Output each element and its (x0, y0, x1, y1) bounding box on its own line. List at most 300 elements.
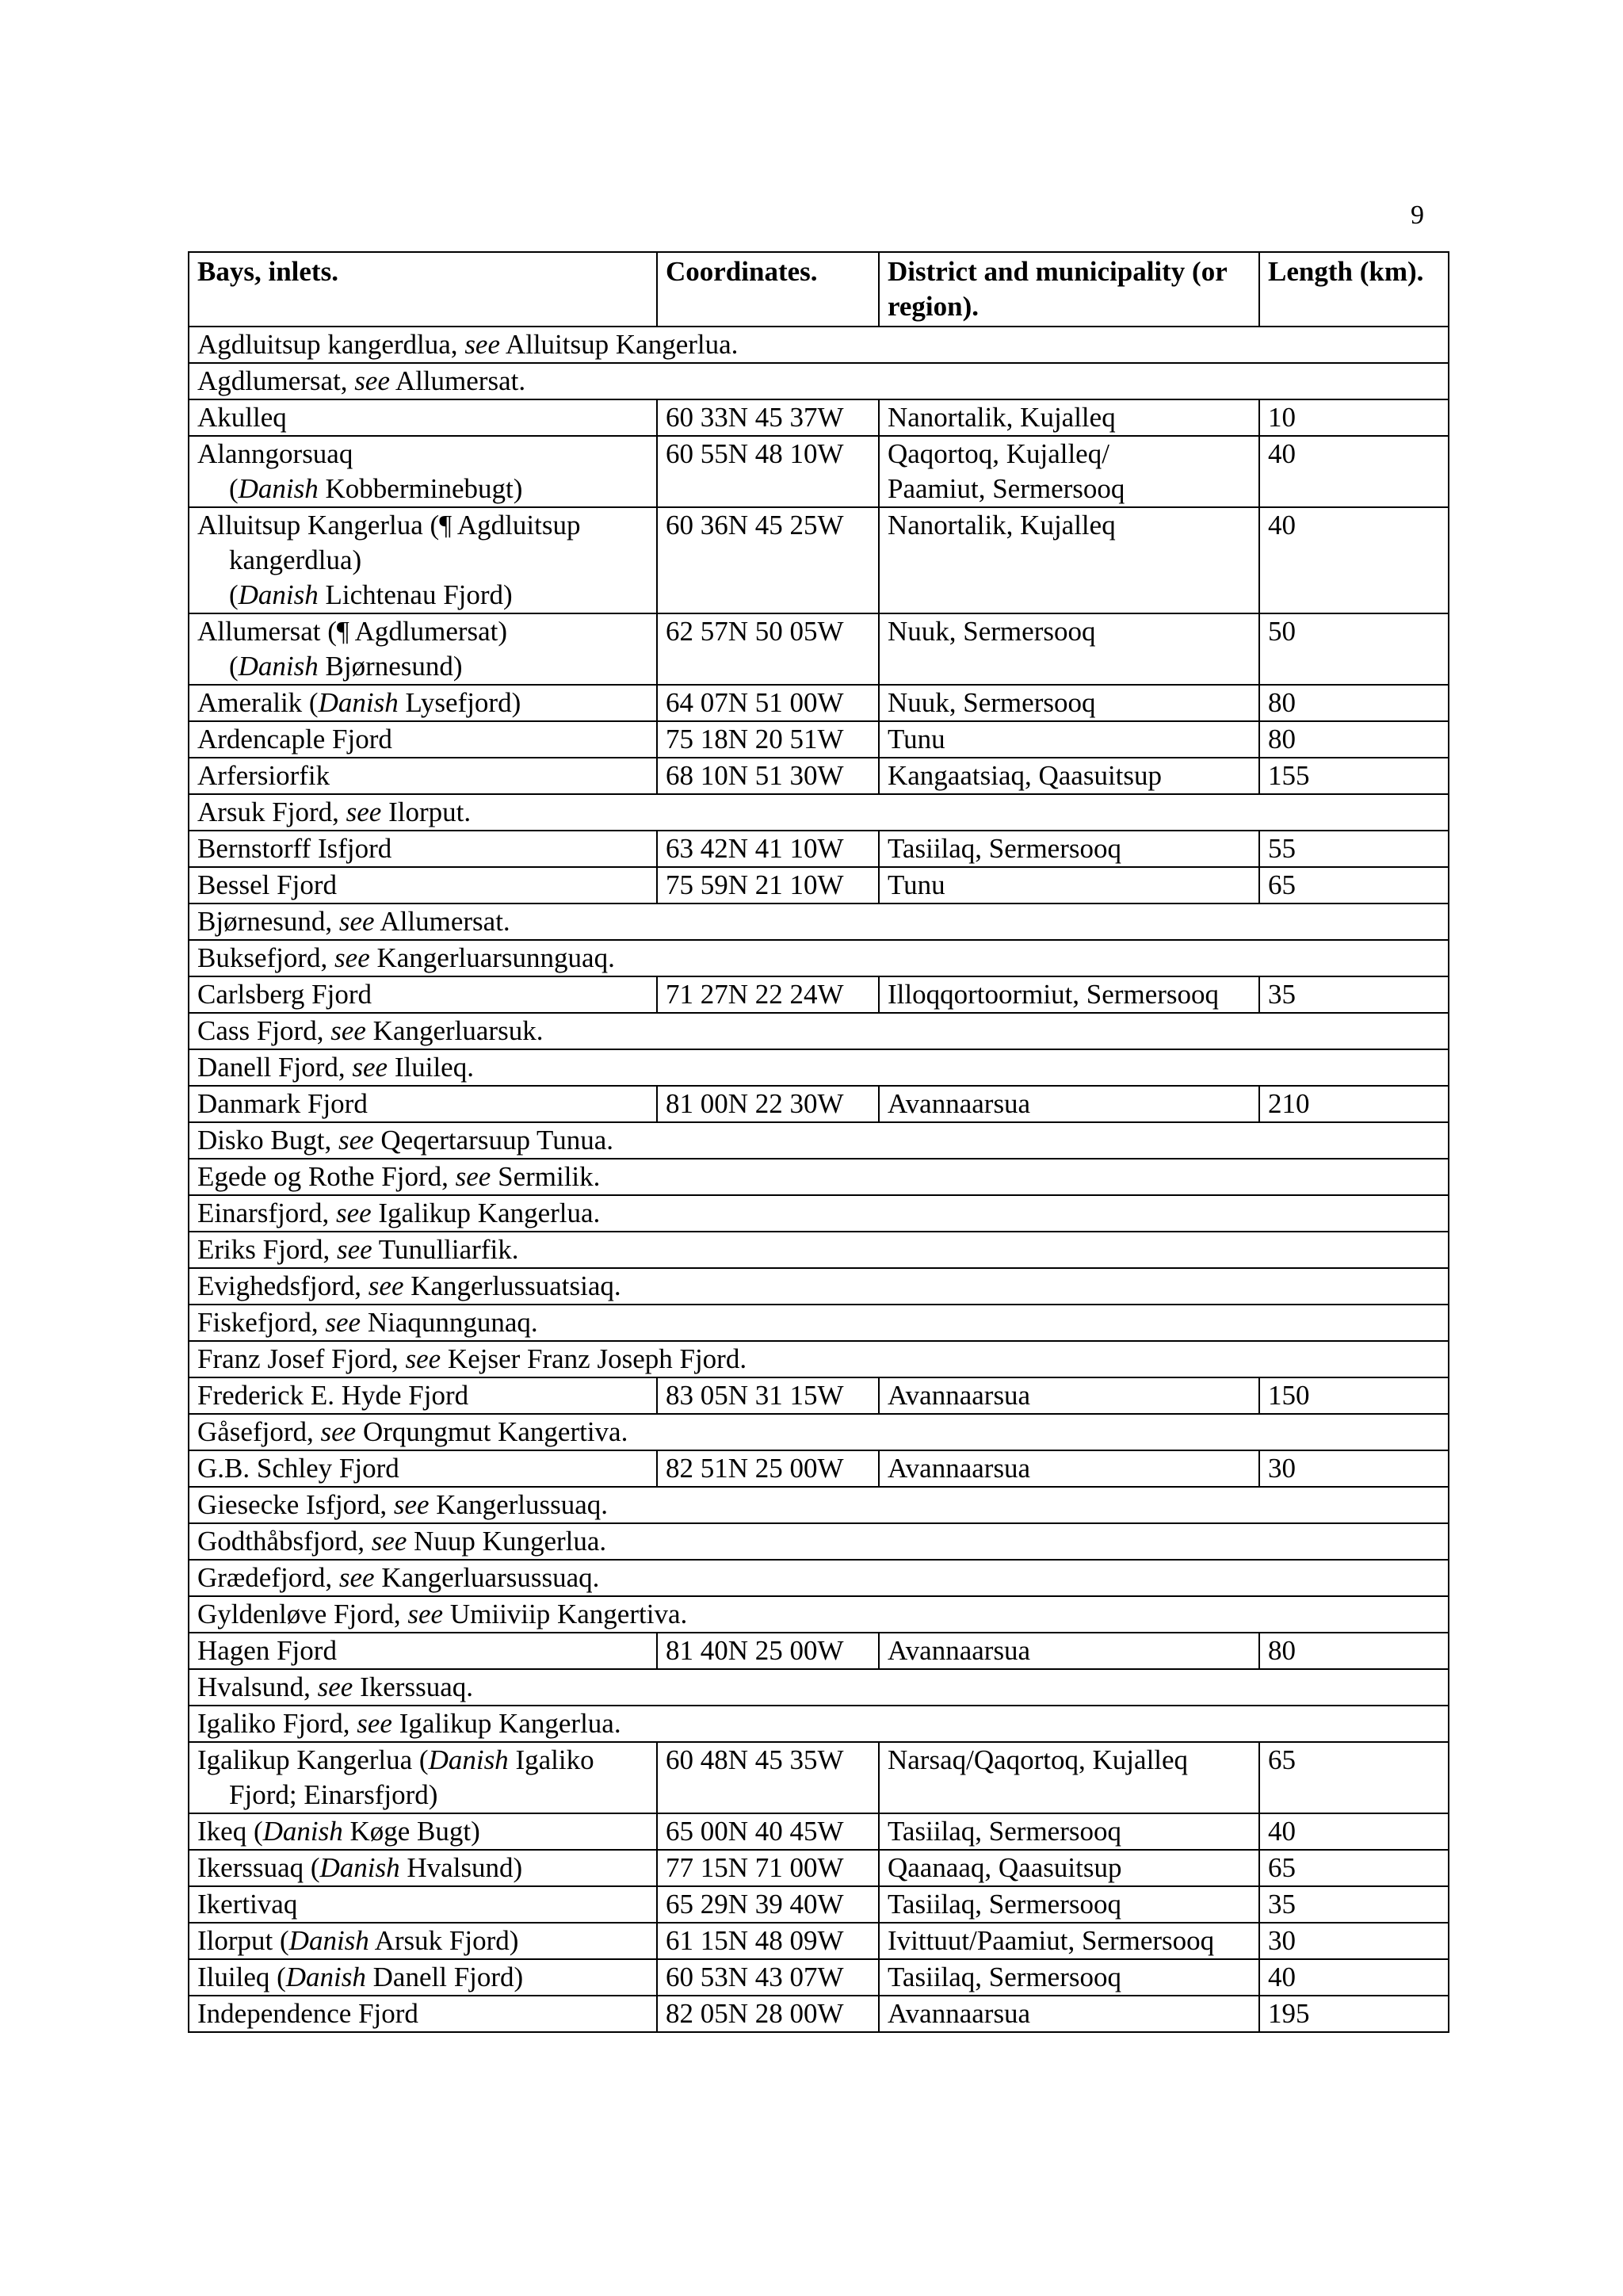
text-segment: Lichtenau Fjord) (318, 579, 513, 610)
italic-text: Danish (238, 579, 319, 610)
text-segment: Bjørnesund, (197, 906, 339, 937)
cross-reference-row (189, 1232, 1449, 1268)
italic-text: see (407, 1599, 444, 1629)
table-row (189, 1633, 1449, 1669)
coordinates-cell: 60 55N 48 10W (657, 436, 879, 507)
text-segment: Igalikup Kangerlua. (371, 1198, 601, 1228)
district-line: Narsaq/Qaqortoq, Kujalleq (888, 1744, 1189, 1775)
name-line (197, 1453, 399, 1484)
coordinates-cell: 75 18N 20 51W (657, 721, 879, 758)
district-line: Tasiilaq, Sermersooq (888, 833, 1121, 864)
cross-reference-cell (189, 940, 1449, 976)
cross-reference-cell (189, 1341, 1449, 1377)
italic-text: see (464, 329, 501, 360)
cross-reference-row (189, 1159, 1449, 1195)
text-segment: Gåsefjord, (197, 1416, 321, 1447)
district-cell (879, 1959, 1259, 1996)
district-line: Qaanaaq, Qaasuitsup (888, 1852, 1122, 1883)
length-cell: 80 (1259, 1633, 1449, 1669)
cross-reference-cell (189, 1523, 1449, 1560)
text-segment: Ikertivaq (197, 1889, 298, 1920)
italic-text: see (330, 1015, 366, 1046)
length-cell: 65 (1259, 867, 1449, 904)
name-line (197, 510, 580, 541)
district-cell (879, 685, 1259, 721)
length-cell: 150 (1259, 1377, 1449, 1414)
district-line: Avannaarsua (888, 1088, 1031, 1119)
table-row (189, 1813, 1449, 1850)
name-cell (189, 1923, 657, 1959)
coordinates-cell: 82 51N 25 00W (657, 1450, 879, 1487)
coordinates-cell: 60 48N 45 35W (657, 1742, 879, 1813)
text-segment: Evighedsfjord, (197, 1270, 369, 1301)
length-cell: 65 (1259, 1742, 1449, 1813)
district-line: Avannaarsua (888, 1453, 1031, 1484)
name-continuation-line (197, 649, 648, 684)
text-segment: Akulleq (197, 402, 287, 433)
district-line: Qaqortoq, Kujalleq/ (888, 438, 1109, 469)
name-line (197, 1998, 418, 2029)
text-segment: G.B. Schley Fjord (197, 1453, 399, 1484)
text-segment: Kangerluarsuk. (365, 1015, 544, 1046)
text-segment: Danell Fjord, (197, 1052, 353, 1083)
italic-text: see (455, 1161, 491, 1192)
text-segment: Kangerlussuatsiaq. (403, 1270, 621, 1301)
text-segment: Ilorput ( (197, 1925, 289, 1956)
cross-reference-row (189, 1049, 1449, 1086)
name-line (197, 687, 521, 718)
name-line (197, 869, 337, 900)
name-line (197, 1088, 368, 1119)
name-cell (189, 613, 657, 685)
district-cell (879, 1742, 1259, 1813)
name-line (197, 1744, 594, 1775)
text-segment: Independence Fjord (197, 1998, 418, 2029)
district-cell (879, 507, 1259, 613)
text-segment: Igaliko Fjord, (197, 1708, 357, 1739)
text-segment: Alanngorsuaq (197, 438, 353, 469)
italic-text: see (338, 1125, 374, 1156)
cross-reference-row (189, 363, 1449, 399)
text-segment: Agdlumersat, (197, 365, 355, 396)
district-line: Tasiilaq, Sermersooq (888, 1962, 1121, 1992)
name-cell (189, 867, 657, 904)
italic-text: Danish (238, 473, 319, 504)
text-segment: Godthåbsfjord, (197, 1526, 372, 1557)
text-segment: Giesecke Isfjord, (197, 1489, 394, 1520)
length-cell: 30 (1259, 1450, 1449, 1487)
cross-reference-row (189, 1268, 1449, 1305)
cross-reference-cell (189, 1013, 1449, 1049)
italic-text: see (368, 1270, 404, 1301)
text-segment: Alluitsup Kangerlua (¶ Agdluitsup (197, 510, 581, 541)
cross-reference-row (189, 794, 1449, 831)
italic-text: see (317, 1671, 353, 1702)
length-cell: 155 (1259, 758, 1449, 794)
name-cell (189, 1742, 657, 1813)
name-cell (189, 1633, 657, 1669)
table-header (189, 252, 1449, 327)
cross-reference-cell (189, 1487, 1449, 1523)
text-segment: Sermilik. (491, 1161, 601, 1192)
length-cell: 80 (1259, 685, 1449, 721)
coordinates-cell: 77 15N 71 00W (657, 1850, 879, 1886)
cross-reference-row (189, 1195, 1449, 1232)
district-cell (879, 867, 1259, 904)
italic-text: see (338, 906, 375, 937)
name-cell (189, 721, 657, 758)
table-row (189, 721, 1449, 758)
name-cell (189, 1813, 657, 1850)
text-segment: ( (229, 651, 239, 682)
table-row (189, 1996, 1449, 2032)
district-cell (879, 613, 1259, 685)
table-row (189, 613, 1449, 685)
coordinates-cell: 60 33N 45 37W (657, 399, 879, 436)
cross-reference-row (189, 940, 1449, 976)
cross-reference-cell (189, 1706, 1449, 1742)
cross-reference-cell (189, 1122, 1449, 1159)
text-segment: Danmark Fjord (197, 1088, 368, 1119)
cross-reference-row (189, 1560, 1449, 1596)
name-line (197, 1816, 480, 1847)
cross-reference-row (189, 1487, 1449, 1523)
cross-reference-cell (189, 1669, 1449, 1706)
text-segment: Orqungmut Kangertiva. (356, 1416, 628, 1447)
text-segment: Bjørnesund) (318, 651, 463, 682)
text-segment: Køge Bugt) (342, 1816, 480, 1847)
text-segment: Hvalsund) (399, 1852, 523, 1883)
text-segment: Arsuk Fjord, (197, 797, 346, 827)
coordinates-cell: 65 29N 39 40W (657, 1886, 879, 1923)
district-line: Tasiilaq, Sermersooq (888, 1889, 1121, 1920)
text-segment: Egede og Rothe Fjord, (197, 1161, 456, 1192)
name-cell (189, 831, 657, 867)
coordinates-cell: 81 00N 22 30W (657, 1086, 879, 1122)
coordinates-cell: 83 05N 31 15W (657, 1377, 879, 1414)
name-cell (189, 1996, 657, 2032)
table-row (189, 436, 1449, 507)
text-segment: Umiiviip Kangertiva. (443, 1599, 688, 1629)
cross-reference-cell (189, 1596, 1449, 1633)
header-coordinates: Coordinates. (657, 252, 879, 327)
text-segment: Fiskefjord, (197, 1307, 326, 1338)
gazetteer-table (188, 251, 1449, 2033)
cross-reference-cell (189, 1414, 1449, 1450)
cross-reference-cell (189, 1159, 1449, 1195)
italic-text: Danish (288, 1925, 369, 1956)
header-name: Bays, inlets. (189, 252, 657, 327)
name-line (197, 1380, 468, 1411)
italic-text: Danish (318, 687, 399, 718)
text-segment: Cass Fjord, (197, 1015, 331, 1046)
text-segment: Allumersat. (374, 906, 510, 937)
district-cell (879, 1086, 1259, 1122)
length-cell: 195 (1259, 1996, 1449, 2032)
italic-text: see (325, 1307, 361, 1338)
text-segment: Ilorput. (381, 797, 472, 827)
text-segment: Arfersiorfik (197, 760, 330, 791)
name-line (197, 1962, 523, 1992)
italic-text: see (336, 1234, 372, 1265)
name-continuation-line (197, 543, 648, 578)
text-segment: Kejser Franz Joseph Fjord. (441, 1343, 747, 1374)
table-row (189, 867, 1449, 904)
text-segment: Kangerlussuaq. (429, 1489, 609, 1520)
cross-reference-row (189, 1305, 1449, 1341)
length-cell: 80 (1259, 721, 1449, 758)
text-segment: Ikerssuaq ( (197, 1852, 320, 1883)
district-line: Nanortalik, Kujalleq (888, 402, 1116, 433)
name-cell (189, 436, 657, 507)
italic-text: see (334, 942, 370, 973)
text-segment: Fjord; Einarsfjord) (229, 1779, 438, 1810)
name-line (197, 1852, 522, 1883)
text-segment: Carlsberg Fjord (197, 979, 372, 1010)
cross-reference-cell (189, 1195, 1449, 1232)
name-cell (189, 758, 657, 794)
district-line: Tunu (888, 724, 945, 755)
name-line (197, 833, 391, 864)
name-continuation-line (197, 472, 648, 506)
length-cell: 55 (1259, 831, 1449, 867)
cross-reference-cell (189, 904, 1449, 940)
name-cell (189, 976, 657, 1013)
cross-reference-cell (189, 1560, 1449, 1596)
length-cell: 40 (1259, 1813, 1449, 1850)
length-cell: 210 (1259, 1086, 1449, 1122)
name-line (197, 1889, 297, 1920)
table-row (189, 1742, 1449, 1813)
text-segment: Buksefjord, (197, 942, 335, 973)
cross-reference-row (189, 1122, 1449, 1159)
district-cell (879, 399, 1259, 436)
table-row (189, 1086, 1449, 1122)
cross-reference-cell (189, 1268, 1449, 1305)
name-line (197, 438, 353, 469)
italic-text: see (393, 1489, 430, 1520)
cross-reference-cell (189, 1305, 1449, 1341)
table-row (189, 831, 1449, 867)
cross-reference-cell (189, 1232, 1449, 1268)
coordinates-cell: 60 36N 45 25W (657, 507, 879, 613)
cross-reference-row (189, 327, 1449, 363)
text-segment: Hagen Fjord (197, 1635, 337, 1666)
district-cell (879, 1996, 1259, 2032)
text-segment: Iluileq ( (197, 1962, 286, 1992)
cross-reference-row (189, 1013, 1449, 1049)
table-row (189, 1959, 1449, 1996)
district-cell (879, 758, 1259, 794)
text-segment: Nuup Kungerlua. (407, 1526, 607, 1557)
italic-text: see (357, 1708, 392, 1739)
italic-text: see (346, 797, 382, 827)
text-segment: Eriks Fjord, (197, 1234, 337, 1265)
coordinates-cell: 62 57N 50 05W (657, 613, 879, 685)
name-continuation-line (197, 578, 648, 613)
coordinates-cell: 75 59N 21 10W (657, 867, 879, 904)
text-segment: ( (229, 473, 239, 504)
name-line (197, 616, 507, 647)
length-cell: 35 (1259, 976, 1449, 1013)
cross-reference-cell (189, 1049, 1449, 1086)
cross-reference-row (189, 1341, 1449, 1377)
name-line (197, 724, 392, 755)
length-cell: 40 (1259, 1959, 1449, 1996)
coordinates-cell: 68 10N 51 30W (657, 758, 879, 794)
table-row (189, 1450, 1449, 1487)
table-row (189, 507, 1449, 613)
text-segment: Ikerssuaq. (353, 1671, 473, 1702)
table-body (189, 327, 1449, 2032)
length-cell: 40 (1259, 436, 1449, 507)
table-row (189, 1377, 1449, 1414)
italic-text: see (405, 1343, 441, 1374)
text-segment: Qeqertarsuup Tunua. (373, 1125, 613, 1156)
name-continuation-line (197, 1778, 648, 1813)
italic-text: see (354, 365, 390, 396)
coordinates-cell: 60 53N 43 07W (657, 1959, 879, 1996)
cross-reference-cell (189, 794, 1449, 831)
cross-reference-row (189, 1523, 1449, 1560)
cross-reference-cell (189, 363, 1449, 399)
district-cell (879, 976, 1259, 1013)
name-cell (189, 399, 657, 436)
text-segment: Frederick E. Hyde Fjord (197, 1380, 469, 1411)
italic-text: see (352, 1052, 388, 1083)
text-segment: Agdluitsup kangerdlua, (197, 329, 465, 360)
district-line: Tasiilaq, Sermersooq (888, 1816, 1121, 1847)
italic-text: see (371, 1526, 407, 1557)
length-cell: 35 (1259, 1886, 1449, 1923)
coordinates-cell: 65 00N 40 45W (657, 1813, 879, 1850)
table-row (189, 1923, 1449, 1959)
district-line: Tunu (888, 869, 945, 900)
italic-text: see (338, 1562, 375, 1593)
name-line (197, 402, 287, 433)
text-segment: Tunulliarfik. (372, 1234, 519, 1265)
italic-text: Danish (285, 1962, 366, 1992)
text-segment: Kangerluarsunnguaq. (369, 942, 615, 973)
district-line: Nuuk, Sermersooq (888, 687, 1096, 718)
text-segment: Igalikup Kangerlua ( (197, 1744, 429, 1775)
district-cell (879, 1850, 1259, 1886)
cross-reference-row (189, 904, 1449, 940)
text-segment: ( (229, 579, 239, 610)
cross-reference-row (189, 1414, 1449, 1450)
district-cell (879, 1923, 1259, 1959)
district-line: Kangaatsiaq, Qaasuitsup (888, 760, 1163, 791)
district-cell (879, 1886, 1259, 1923)
text-segment: Bessel Fjord (197, 869, 337, 900)
district-line: Nuuk, Sermersooq (888, 616, 1096, 647)
italic-text: see (320, 1416, 357, 1447)
header-district: District and municipality (or region). (879, 252, 1259, 327)
text-segment: Ameralik ( (197, 687, 319, 718)
table-row (189, 1886, 1449, 1923)
district-line: Avannaarsua (888, 1635, 1031, 1666)
name-cell (189, 1850, 657, 1886)
length-cell: 10 (1259, 399, 1449, 436)
text-segment: Niaqunngunaq. (361, 1307, 538, 1338)
text-segment: Allumersat (¶ Agdlumersat) (197, 616, 508, 647)
table-row (189, 976, 1449, 1013)
text-segment: Igaliko (508, 1744, 594, 1775)
text-segment: Alluitsup Kangerlua. (500, 329, 739, 360)
page-number: 9 (1411, 201, 1424, 230)
text-segment: Disko Bugt, (197, 1125, 338, 1156)
district-cell (879, 1377, 1259, 1414)
header-row (189, 252, 1449, 327)
text-segment: Iluileq. (388, 1052, 474, 1083)
table-row (189, 758, 1449, 794)
text-segment: Ardencaple Fjord (197, 724, 392, 755)
coordinates-cell: 82 05N 28 00W (657, 1996, 879, 2032)
text-segment: Bernstorff Isfjord (197, 833, 392, 864)
table-row (189, 1850, 1449, 1886)
text-segment: Danell Fjord) (365, 1962, 524, 1992)
district-line: Avannaarsua (888, 1998, 1031, 2029)
text-segment: Gyldenløve Fjord, (197, 1599, 408, 1629)
length-cell: 65 (1259, 1850, 1449, 1886)
name-cell (189, 1959, 657, 1996)
district-line: Ivittuut/Paamiut, Sermersooq (888, 1925, 1215, 1956)
coordinates-cell: 64 07N 51 00W (657, 685, 879, 721)
italic-text: Danish (428, 1744, 509, 1775)
name-cell (189, 1377, 657, 1414)
text-segment: Kangerluarsussuaq. (374, 1562, 600, 1593)
cross-reference-row (189, 1706, 1449, 1742)
length-cell: 40 (1259, 507, 1449, 613)
cross-reference-row (189, 1596, 1449, 1633)
length-cell: 30 (1259, 1923, 1449, 1959)
table-row (189, 685, 1449, 721)
district-cell (879, 1813, 1259, 1850)
name-line (197, 1925, 518, 1956)
name-cell (189, 507, 657, 613)
coordinates-cell: 61 15N 48 09W (657, 1923, 879, 1959)
length-cell: 50 (1259, 613, 1449, 685)
name-line (197, 979, 372, 1010)
text-segment: Arsuk Fjord) (369, 1925, 519, 1956)
text-segment: Ikeq ( (197, 1816, 263, 1847)
text-segment: Lysefjord) (398, 687, 521, 718)
name-cell (189, 1450, 657, 1487)
cross-reference-row (189, 1669, 1449, 1706)
name-cell (189, 685, 657, 721)
text-segment: Igalikup Kangerlua. (391, 1708, 621, 1739)
italic-text: see (335, 1198, 372, 1228)
coordinates-cell: 63 42N 41 10W (657, 831, 879, 867)
text-segment: Allumersat. (390, 365, 526, 396)
text-segment: Einarsfjord, (197, 1198, 336, 1228)
text-segment: Kobberminebugt) (318, 473, 523, 504)
text-segment: kangerdlua) (229, 544, 362, 575)
header-length: Length (km). (1259, 252, 1449, 327)
name-line (197, 760, 330, 791)
text-segment: Hvalsund, (197, 1671, 318, 1702)
name-cell (189, 1886, 657, 1923)
district-line: Paamiut, Sermersooq (888, 473, 1125, 504)
cross-reference-cell (189, 327, 1449, 363)
district-line: Nanortalik, Kujalleq (888, 510, 1116, 541)
coordinates-cell: 71 27N 22 24W (657, 976, 879, 1013)
coordinates-cell: 81 40N 25 00W (657, 1633, 879, 1669)
district-line: Illoqqortoormiut, Sermersooq (888, 979, 1220, 1010)
table-row (189, 399, 1449, 436)
district-cell (879, 1633, 1259, 1669)
italic-text: Danish (319, 1852, 400, 1883)
